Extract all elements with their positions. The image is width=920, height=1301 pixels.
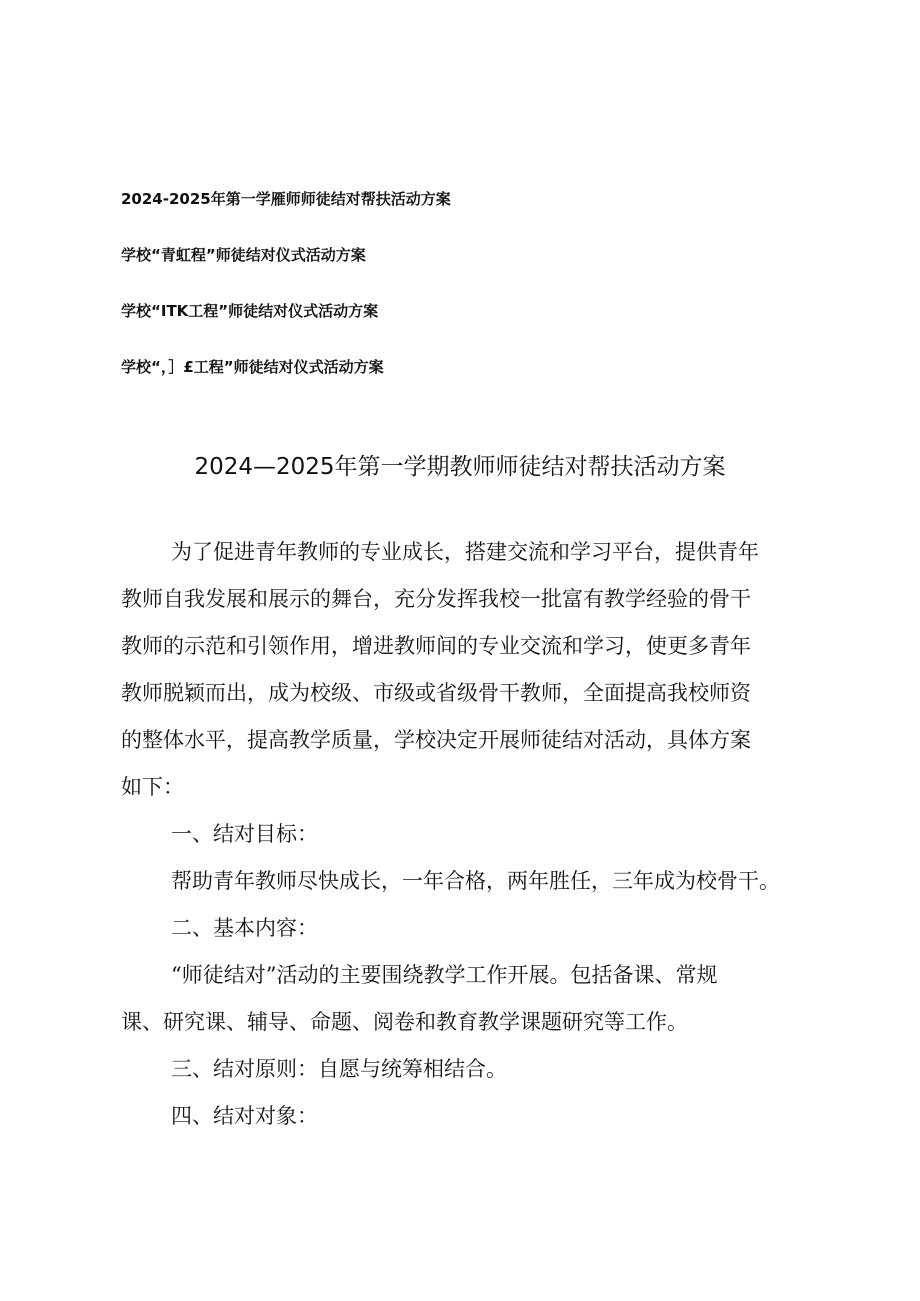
section-heading: 二、基本内容： xyxy=(171,916,318,940)
intro-line: 的整体水平，提高教学质量，学校决定开展师徒结对活动，具体方案 xyxy=(121,728,751,752)
section-text: 帮助青年教师尽快成长，一年合格，两年胜任，三年成为校骨干。 xyxy=(171,869,780,893)
intro-line: 如下： xyxy=(121,775,184,799)
intro-line: 教师脱颖而出，成为校级、市级或省级骨干教师，全面提高我校师资 xyxy=(121,681,751,705)
intro-line: 为了促进青年教师的专业成长，搭建交流和学习平台，提供青年 xyxy=(171,540,759,564)
section-text-line: “师徒结对”活动的主要围绕教学工作开展。包括备课、常规 xyxy=(171,963,718,987)
toc-item[interactable]: 学校“ITK工程”师徒结对仪式活动方案 xyxy=(121,302,379,320)
section-heading: 四、结对对象： xyxy=(171,1104,318,1128)
toc-item[interactable]: 2024-2025年第一学雁师师徒结对帮扶活动方案 xyxy=(121,190,451,208)
intro-line: 教师的示范和引领作用，增进教师间的专业交流和学习，使更多青年 xyxy=(121,634,751,658)
document-title: 2024—2025年第一学期教师师徒结对帮扶活动方案 xyxy=(194,454,726,480)
section-heading: 一、结对目标： xyxy=(171,822,318,846)
intro-line: 教师自我发展和展示的舞台，充分发挥我校一批富有教学经验的骨干 xyxy=(121,587,751,611)
section-heading: 三、结对原则：自愿与统筹相结合。 xyxy=(171,1057,507,1081)
toc-item[interactable]: 学校“，］£工程”师徒结对仪式活动方案 xyxy=(121,358,384,376)
section-text-line: 课、研究课、辅导、命题、阅卷和教育教学课题研究等工作。 xyxy=(121,1010,688,1034)
toc-item[interactable]: 学校“青虹程”师徒结对仪式活动方案 xyxy=(121,246,366,264)
document-body xyxy=(121,529,811,1140)
